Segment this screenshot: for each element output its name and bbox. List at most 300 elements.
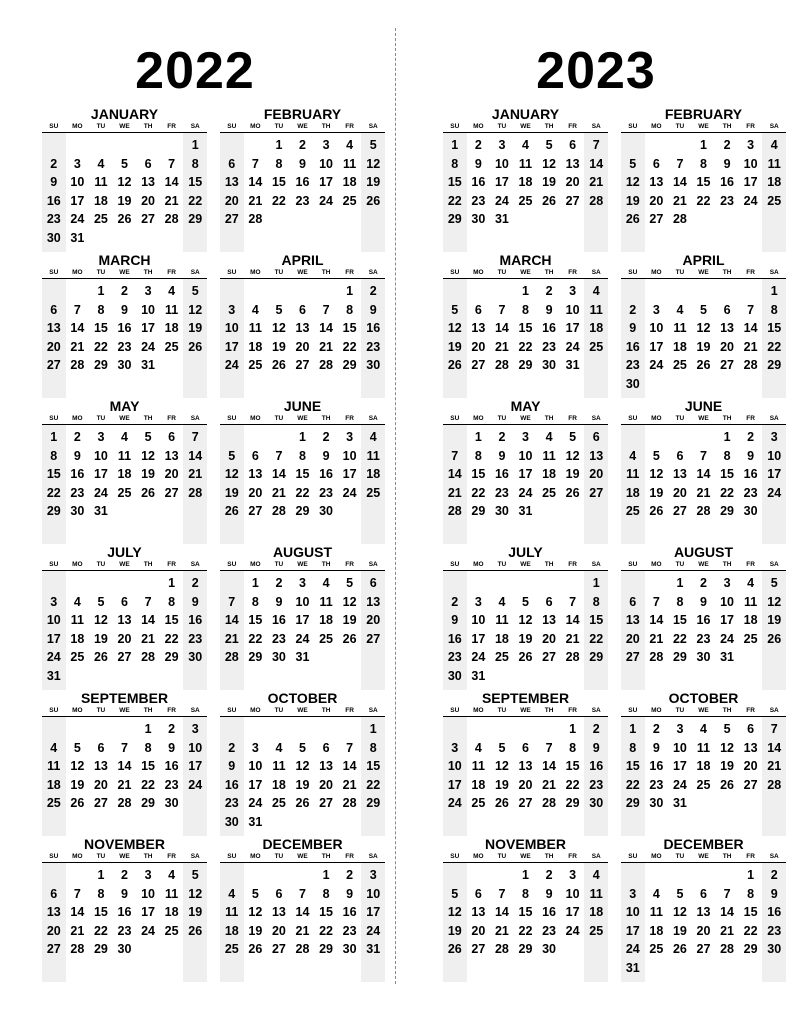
day-number: 10: [93, 448, 108, 463]
weekday-label: SU: [227, 123, 237, 130]
day-number: 10: [565, 302, 580, 317]
weekday-label: MO: [651, 853, 662, 860]
day-number: 11: [225, 905, 239, 919]
day-number: 6: [144, 156, 152, 171]
empty-day-cell: [443, 574, 467, 593]
day-number: 20: [471, 923, 486, 938]
day-number: 24: [625, 942, 640, 956]
day-number: 22: [720, 485, 735, 500]
weekday-label: TH: [321, 415, 331, 422]
day-number: 5: [346, 576, 354, 590]
day-number: 27: [649, 212, 664, 226]
empty-day-cell: [89, 136, 113, 155]
weekday-label: MO: [250, 123, 261, 130]
weekday-label: SA: [769, 561, 779, 568]
day-number: 13: [471, 321, 486, 335]
weekday-label: MO: [473, 123, 484, 130]
day-grid: [220, 425, 385, 521]
day-number: 1: [629, 722, 637, 736]
weekday-label: SA: [190, 415, 200, 422]
day-number: 27: [471, 358, 486, 372]
day-number: 10: [224, 321, 239, 335]
day-number: 4: [50, 740, 58, 755]
day-number: 3: [369, 868, 377, 882]
day-number: 14: [494, 905, 509, 919]
day-number: 4: [522, 138, 529, 152]
day-number: 28: [743, 358, 758, 372]
day-number: 31: [565, 358, 580, 372]
day-number: 30: [224, 814, 239, 829]
day-number: 2: [191, 576, 199, 590]
weekday-label: SA: [190, 123, 200, 130]
day-number: 24: [471, 650, 486, 664]
day-number: 13: [471, 905, 486, 919]
day-number: 21: [542, 777, 557, 792]
empty-day-cell: [66, 136, 90, 155]
weekday-label: TH: [544, 707, 554, 714]
weekday-label: WE: [698, 561, 709, 568]
day-number: 20: [248, 485, 263, 500]
day-number: 8: [474, 448, 482, 463]
day-number: 24: [366, 923, 381, 938]
day-grid: [443, 279, 608, 375]
day-number: 2: [474, 138, 482, 152]
day-number: 26: [565, 485, 580, 500]
day-number: 25: [224, 942, 239, 956]
day-number: 10: [649, 321, 664, 335]
weekday-label: TU: [675, 269, 685, 276]
weekday-label: TU: [497, 123, 507, 130]
empty-day-cell: [220, 866, 244, 885]
weekday-label: SA: [368, 415, 378, 422]
day-number: 22: [696, 193, 711, 208]
day-number: 12: [188, 302, 203, 317]
weekday-label: TH: [321, 123, 331, 130]
day-number: 2: [700, 576, 707, 590]
day-number: 11: [589, 886, 603, 901]
weekday-label: SU: [450, 269, 460, 276]
day-number: 27: [542, 650, 557, 664]
weekday-label: FR: [568, 415, 577, 422]
day-number: 18: [518, 175, 533, 189]
day-number: 21: [696, 485, 711, 500]
day-number: 29: [625, 796, 640, 810]
day-number: 10: [767, 448, 782, 463]
day-number: 19: [672, 923, 687, 938]
weekday-label: SU: [227, 707, 237, 714]
weekday-label: TU: [274, 707, 284, 714]
weekday-label: MO: [72, 123, 83, 130]
day-number: 15: [271, 175, 286, 189]
weekday-label: MO: [473, 415, 484, 422]
empty-day-cell: [668, 282, 692, 301]
weekday-label: TH: [143, 123, 153, 130]
empty-day-cell: [89, 574, 113, 593]
weekday-label: WE: [119, 123, 130, 130]
weekday-label: FR: [568, 707, 577, 714]
empty-day-cell: [267, 282, 291, 301]
weekday-label: FR: [167, 853, 176, 860]
day-number: 19: [271, 339, 286, 354]
weekday-label: SU: [49, 123, 59, 130]
day-number: 17: [224, 339, 239, 354]
day-number: 19: [188, 905, 203, 919]
day-number: 20: [46, 923, 61, 938]
month-name: SEPTEMBER: [481, 690, 570, 706]
weekday-header: [443, 852, 608, 863]
day-number: 14: [589, 156, 604, 171]
empty-day-cell: [244, 428, 268, 447]
day-number: 22: [93, 339, 108, 354]
day-number: 13: [672, 467, 687, 481]
day-number: 28: [188, 485, 203, 500]
day-number: 24: [248, 796, 263, 810]
day-number: 30: [46, 230, 61, 245]
day-number: 12: [565, 448, 580, 463]
day-number: 6: [723, 302, 731, 317]
weekday-label: SA: [368, 853, 378, 860]
day-number: 7: [676, 156, 684, 171]
day-number: 25: [542, 485, 557, 500]
day-number: 3: [73, 156, 81, 171]
weekday-label: TH: [143, 707, 153, 714]
day-number: 17: [767, 467, 782, 481]
day-number: 30: [117, 942, 132, 956]
weekday-label: WE: [297, 123, 308, 130]
day-number: 16: [589, 759, 604, 773]
day-number: 25: [248, 358, 263, 372]
weekday-label: TH: [544, 561, 554, 568]
month-name: SEPTEMBER: [80, 690, 169, 706]
day-number: 27: [720, 358, 735, 372]
day-number: 30: [649, 796, 664, 810]
month-june: [621, 398, 786, 521]
empty-day-cell: [314, 720, 338, 739]
day-number: 30: [117, 358, 132, 372]
day-number: 29: [743, 942, 758, 956]
weekday-label: TU: [274, 123, 284, 130]
day-number: 25: [366, 485, 381, 500]
empty-day-cell: [220, 282, 244, 301]
day-number: 24: [672, 777, 687, 792]
weekday-label: TH: [722, 123, 732, 130]
day-number: 24: [720, 631, 735, 646]
day-number: 12: [224, 467, 239, 481]
day-number: 7: [299, 886, 306, 901]
day-number: 15: [342, 321, 357, 335]
day-number: 13: [46, 905, 61, 919]
day-number: 8: [700, 156, 707, 171]
day-number: 18: [366, 467, 381, 481]
weekday-label: FR: [746, 123, 755, 130]
day-number: 24: [319, 193, 334, 208]
day-number: 15: [696, 175, 711, 189]
day-number: 15: [164, 613, 179, 627]
weekday-header: [443, 122, 608, 133]
empty-day-cell: [42, 866, 66, 885]
weekday-label: SU: [49, 269, 59, 276]
day-number: 2: [629, 302, 637, 317]
day-number: 1: [522, 868, 529, 882]
day-number: 5: [629, 156, 637, 171]
day-number: 17: [494, 175, 509, 189]
day-number: 31: [141, 358, 156, 372]
day-number: 19: [720, 759, 735, 773]
day-number: 28: [164, 212, 179, 226]
day-number: 6: [168, 430, 176, 444]
day-number: 11: [649, 905, 663, 919]
day-number: 22: [518, 339, 533, 354]
day-number: 22: [141, 777, 156, 792]
weekday-header: [42, 706, 207, 717]
empty-day-cell: [42, 720, 66, 739]
day-number: 20: [565, 175, 580, 189]
day-number: 29: [471, 504, 486, 518]
day-number: 17: [518, 467, 533, 481]
day-number: 11: [626, 467, 640, 481]
empty-day-cell: [220, 136, 244, 155]
day-number: 1: [191, 138, 199, 152]
day-number: 8: [275, 156, 283, 171]
day-number: 15: [188, 175, 203, 189]
day-number: 13: [164, 448, 179, 463]
weekday-label: FR: [167, 415, 176, 422]
day-number: 6: [299, 302, 306, 317]
day-number: 13: [93, 759, 108, 773]
day-number: 26: [70, 796, 85, 810]
day-number: 17: [625, 923, 640, 938]
weekday-label: TU: [497, 415, 507, 422]
weekday-label: SU: [628, 853, 638, 860]
day-number: 1: [97, 868, 105, 882]
day-number: 15: [672, 613, 687, 627]
empty-day-cell: [645, 428, 669, 447]
day-number: 15: [46, 467, 61, 481]
weekday-label: TU: [96, 415, 106, 422]
year-2023-calendar: [401, 0, 791, 1024]
day-number: 21: [649, 631, 664, 646]
day-number: 23: [589, 777, 604, 792]
day-number: 4: [251, 302, 259, 317]
day-number: 14: [295, 905, 310, 919]
day-number: 26: [248, 942, 263, 956]
day-number: 22: [743, 923, 758, 938]
day-number: 20: [471, 339, 486, 354]
day-number: 14: [542, 759, 557, 773]
day-number: 3: [144, 868, 152, 882]
day-number: 22: [46, 485, 61, 500]
day-number: 25: [70, 650, 85, 664]
weekday-label: MO: [250, 853, 261, 860]
day-number: 15: [366, 759, 381, 773]
day-number: 5: [700, 302, 707, 317]
day-grid: [42, 571, 207, 685]
weekday-label: SU: [628, 123, 638, 130]
weekday-label: SA: [190, 707, 200, 714]
month-january: [42, 106, 207, 247]
day-number: 31: [46, 668, 61, 683]
day-grid: [220, 717, 385, 831]
day-number: 7: [144, 594, 152, 609]
day-number: 14: [188, 448, 203, 463]
day-number: 13: [366, 594, 381, 609]
day-number: 21: [141, 631, 156, 646]
weekday-label: SA: [591, 269, 601, 276]
day-number: 26: [447, 358, 462, 372]
day-number: 25: [589, 339, 604, 354]
weekday-label: TU: [96, 707, 106, 714]
day-number: 17: [93, 467, 108, 481]
day-number: 22: [518, 923, 533, 938]
day-number: 11: [248, 321, 262, 335]
weekday-label: TH: [544, 853, 554, 860]
day-number: 30: [271, 650, 286, 664]
day-number: 19: [342, 613, 357, 627]
weekday-header: [220, 852, 385, 863]
day-grid: [443, 133, 608, 229]
month-name: DECEMBER: [262, 836, 343, 852]
weekday-label: SA: [591, 415, 601, 422]
day-number: 28: [342, 796, 357, 810]
day-number: 18: [164, 905, 179, 919]
day-number: 23: [542, 339, 557, 354]
day-number: 23: [625, 358, 640, 372]
day-number: 19: [117, 193, 132, 208]
day-number: 3: [569, 868, 577, 882]
day-number: 9: [73, 448, 81, 463]
day-number: 16: [494, 467, 509, 481]
day-number: 16: [46, 193, 61, 208]
month-name: FEBRUARY: [263, 106, 342, 122]
empty-day-cell: [621, 428, 645, 447]
day-number: 7: [322, 302, 330, 317]
day-number: 5: [191, 284, 199, 298]
day-number: 8: [168, 594, 176, 609]
day-number: 30: [696, 650, 711, 664]
day-number: 10: [447, 759, 462, 773]
day-number: 16: [447, 631, 462, 646]
day-number: 8: [251, 594, 259, 609]
month-february: [621, 106, 786, 229]
day-number: 19: [649, 485, 664, 500]
day-number: 9: [652, 740, 660, 755]
day-number: 19: [447, 923, 462, 938]
day-number: 11: [744, 594, 758, 609]
day-number: 20: [672, 485, 687, 500]
day-number: 15: [93, 321, 108, 335]
day-number: 3: [251, 740, 259, 755]
day-number: 26: [625, 212, 640, 226]
day-number: 27: [295, 358, 310, 372]
day-number: 16: [319, 467, 334, 481]
day-number: 5: [652, 448, 660, 463]
day-number: 27: [518, 796, 533, 810]
day-number: 20: [46, 339, 61, 354]
month-name: APRIL: [281, 252, 324, 268]
weekday-label: SA: [190, 269, 200, 276]
weekday-label: SA: [368, 707, 378, 714]
month-december: [220, 836, 385, 959]
day-number: 18: [625, 485, 640, 500]
day-number: 8: [629, 740, 637, 755]
weekday-label: MO: [250, 707, 261, 714]
empty-day-cell: [645, 136, 669, 155]
day-number: 10: [565, 886, 580, 901]
day-number: 21: [188, 467, 203, 481]
weekday-label: FR: [568, 853, 577, 860]
day-number: 20: [117, 631, 132, 646]
day-number: 8: [322, 886, 330, 901]
day-number: 17: [649, 339, 664, 354]
empty-day-cell: [443, 720, 467, 739]
weekday-label: SU: [628, 415, 638, 422]
day-number: 1: [747, 868, 755, 882]
day-number: 9: [369, 302, 377, 317]
day-number: 11: [117, 448, 132, 463]
empty-day-cell: [537, 574, 561, 593]
day-number: 20: [141, 193, 156, 208]
day-number: 15: [565, 759, 580, 773]
day-number: 29: [164, 650, 179, 664]
day-number: 18: [471, 777, 486, 792]
day-number: 9: [592, 740, 600, 755]
day-number: 6: [121, 594, 128, 609]
day-number: 19: [188, 321, 203, 335]
day-number: 22: [164, 631, 179, 646]
day-number: 26: [672, 942, 687, 956]
day-number: 5: [522, 594, 529, 609]
day-number: 28: [767, 777, 782, 792]
month-name: NOVEMBER: [84, 836, 165, 852]
weekday-header: [621, 268, 786, 279]
month-september: [443, 690, 608, 813]
weekday-label: SA: [591, 853, 601, 860]
day-number: 26: [117, 212, 132, 226]
year-2022-calendar: [0, 0, 390, 1024]
day-number: 18: [342, 175, 357, 189]
weekday-header: [220, 414, 385, 425]
day-number: 10: [518, 448, 533, 463]
day-number: 14: [672, 175, 687, 189]
day-number: 31: [625, 960, 640, 975]
weekday-header: [220, 706, 385, 717]
day-number: 15: [767, 321, 782, 335]
day-number: 12: [366, 156, 381, 171]
day-number: 13: [649, 175, 664, 189]
day-number: 18: [117, 467, 132, 481]
day-number: 9: [322, 448, 330, 463]
day-number: 6: [676, 448, 684, 463]
day-grid: [42, 133, 207, 247]
month-name: AUGUST: [673, 544, 734, 560]
empty-day-cell: [267, 866, 291, 885]
empty-day-cell: [514, 720, 538, 739]
day-number: 13: [46, 321, 61, 335]
day-number: 26: [518, 650, 533, 664]
day-number: 3: [322, 138, 330, 152]
day-number: 2: [369, 284, 377, 298]
weekday-header: [621, 122, 786, 133]
weekday-label: SU: [628, 561, 638, 568]
day-number: 13: [271, 905, 286, 919]
empty-day-cell: [42, 136, 66, 155]
day-number: 4: [629, 448, 637, 463]
day-number: 1: [50, 430, 58, 444]
weekday-label: SA: [591, 561, 601, 568]
day-number: 23: [46, 212, 61, 226]
weekday-label: FR: [345, 853, 354, 860]
day-number: 24: [565, 339, 580, 354]
